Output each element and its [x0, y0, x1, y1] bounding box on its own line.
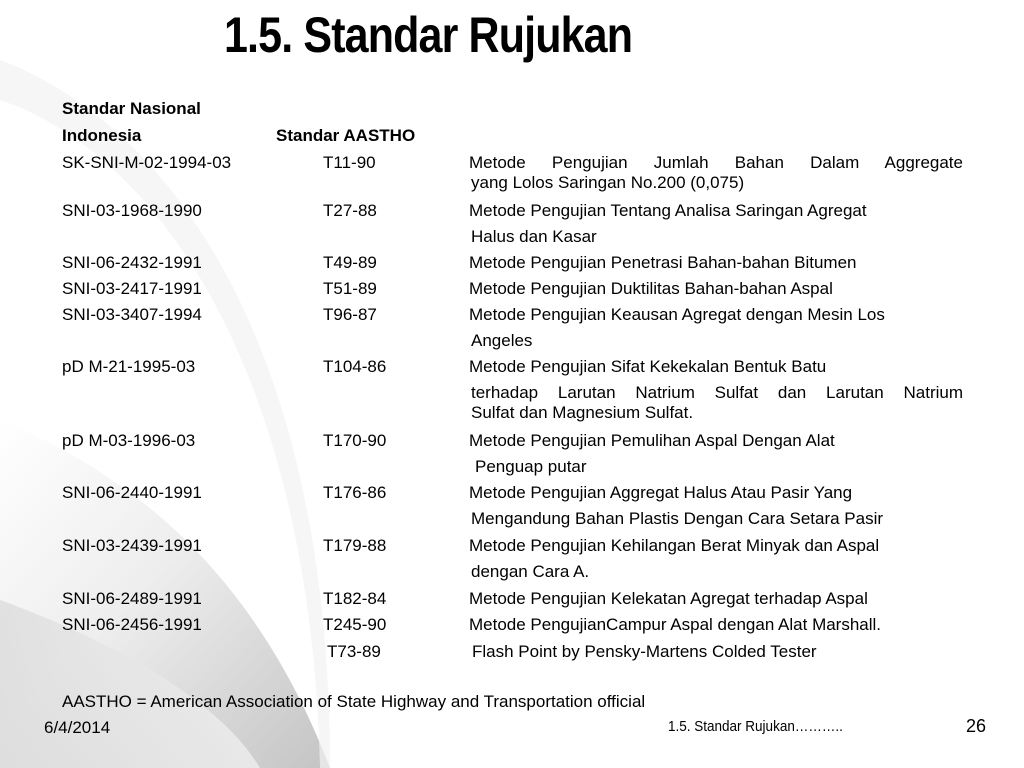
- aashto-code: T73-89: [327, 642, 381, 661]
- sni-code: SK-SNI-M-02-1994-03: [62, 153, 232, 172]
- method-line: Metode PengujianCampur Aspal dengan Alat Marshall.: [469, 615, 882, 634]
- aashto-code: T182-84: [323, 589, 387, 608]
- method-description: [469, 200, 963, 248]
- aashto-code: T179-88: [323, 536, 387, 555]
- method-line: Metode Pengujian Duktilitas Bahan-bahan Aspal: [469, 279, 833, 298]
- method-line: Halus dan Kasar: [471, 227, 597, 246]
- footer-section-title: 1.5. Standar Rujukan………..: [668, 718, 843, 735]
- aashto-code: T51-89: [323, 279, 377, 298]
- sni-code: SNI-03-1968-1990: [62, 201, 202, 220]
- method-line: Metode Pengujian Aggregat Halus Atau Pasir Yang: [469, 483, 853, 502]
- method-line: Metode Pengujian Kelekatan Agregat terhadap Aspal: [469, 589, 868, 608]
- method-line: Metode Pengujian Pemulihan Aspal Dengan Alat: [469, 431, 835, 450]
- aashto-code: T96-87: [323, 305, 377, 324]
- sni-code: SNI-06-2456-1991: [62, 615, 202, 634]
- method-description: [469, 356, 963, 422]
- aashto-code: T170-90: [323, 431, 387, 450]
- column-header-aashto: Standar AASTHO: [276, 126, 416, 145]
- aashto-code: T176-86: [323, 483, 387, 502]
- method-line: Metode Pengujian Penetrasi Bahan-bahan Bitumen: [469, 253, 857, 272]
- method-description: [472, 641, 966, 663]
- method-description: [469, 535, 963, 583]
- sni-code: pD M-21-1995-03: [62, 357, 196, 376]
- method-line: Metode Pengujian Sifat Kekekalan Bentuk Batu: [469, 357, 827, 376]
- method-line: Penguap putar: [475, 457, 587, 476]
- method-line: Metode Pengujian Keausan Agregat dengan Mesin Los: [469, 305, 885, 324]
- sni-code: SNI-06-2489-1991: [62, 589, 202, 608]
- sni-code: SNI-03-2417-1991: [62, 279, 202, 298]
- aashto-code: T11-90: [323, 153, 376, 172]
- method-line: Angeles: [471, 331, 533, 350]
- footer-date: 6/4/2014: [44, 718, 111, 737]
- method-description: [469, 588, 963, 610]
- method-line: Metode Pengujian Kehilangan Berat Minyak dan Aspal: [469, 536, 880, 555]
- sni-code: SNI-03-2439-1991: [62, 536, 202, 555]
- method-line: Metode Pengujian Tentang Analisa Saringan Agregat: [469, 201, 867, 220]
- page-number: 26: [966, 716, 987, 736]
- method-line: Metode Pengujian Jumlah Bahan Dalam Aggregate: [469, 153, 963, 172]
- method-description: [469, 252, 963, 274]
- method-line: Flash Point by Pensky-Martens Colded Tester: [472, 642, 817, 661]
- method-line: Mengandung Bahan Plastis Dengan Cara Setara Pasir: [471, 509, 884, 528]
- sni-code: SNI-03-3407-1994: [62, 305, 202, 324]
- slide-title: 1.5. Standar Rujukan: [224, 7, 633, 63]
- sni-code: pD M-03-1996-03: [62, 431, 196, 450]
- method-description: [469, 482, 963, 530]
- method-line: dengan Cara A.: [471, 562, 590, 581]
- aashto-code: T49-89: [323, 253, 377, 272]
- sni-code: SNI-06-2432-1991: [62, 253, 202, 272]
- method-line: Sulfat dan Magnesium Sulfat.: [471, 403, 694, 422]
- method-description: [469, 304, 963, 352]
- column-header-sni-line2: Indonesia: [62, 126, 142, 145]
- method-line: terhadap Larutan Natrium Sulfat dan Larutan Natrium: [471, 383, 963, 402]
- aashto-code: T27-88: [323, 201, 377, 220]
- aashto-code: T104-86: [323, 357, 387, 376]
- method-description: [469, 430, 963, 478]
- abbreviation-footnote: AASTHO = American Association of State Highway and Transportation official: [62, 692, 646, 711]
- method-line: yang Lolos Saringan No.200 (0,075): [471, 173, 745, 192]
- sni-code: SNI-06-2440-1991: [62, 483, 202, 502]
- method-description: [469, 614, 963, 636]
- method-description: [469, 152, 963, 192]
- method-description: [469, 278, 963, 300]
- column-header-sni: Standar Nasional: [62, 99, 201, 118]
- aashto-code: T245-90: [323, 615, 387, 634]
